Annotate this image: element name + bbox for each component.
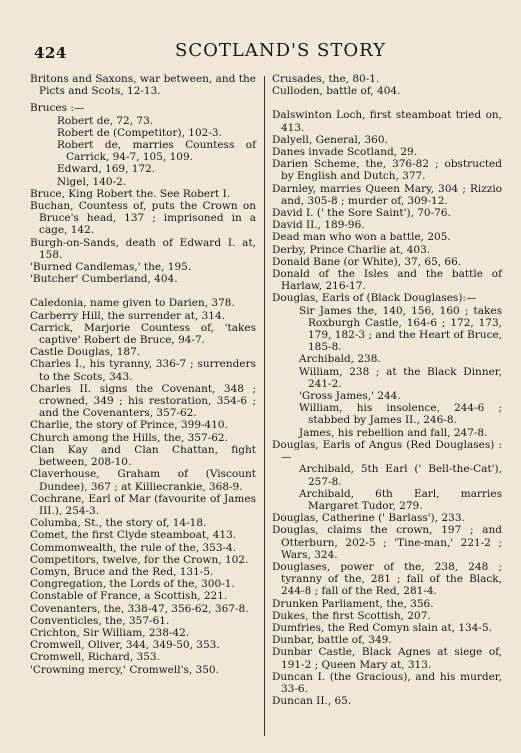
column-divider	[264, 76, 265, 736]
index-subentry: Robert de, 72, 73.	[57, 114, 154, 127]
index-entry: Dead man who won a battle, 205.	[272, 231, 451, 244]
index-entry: Church among the Hills, the, 357-62.	[30, 431, 228, 444]
index-entry: Commonwealth, the rule of the, 353-4.	[30, 541, 237, 554]
index-subentry: 'Gross James,' 244.	[299, 390, 401, 403]
page-number: 424	[34, 44, 67, 62]
index-entry: Constable of France, a Scottish, 221.	[30, 590, 228, 603]
index-entry: Carrick, Marjorie Countess of, 'takes captive' Robert de Bruce, 94-7.	[30, 321, 256, 347]
index-entry: Comet, the first Clyde steamboat, 413.	[30, 529, 237, 542]
index-entry: Buchan, Countess of, puts the Crown on Bruce's head, 137 ; imprisoned in a cage, 142.	[30, 200, 256, 237]
index-subentry: Robert de, marries Countess of Carrick, 94-7, 105, 109.	[57, 139, 256, 164]
index-entry: Cromwell, Oliver, 344, 349-50, 353.	[30, 639, 220, 652]
running-title: SCOTLAND'S STORY	[175, 40, 386, 61]
index-subentry: Robert de (Competitor), 102-3.	[57, 126, 222, 139]
index-entry: Conventicles, the, 357-61.	[30, 614, 170, 627]
index-subentry: Edward, 169, 172.	[57, 163, 156, 176]
index-entry: Charlie, the story of Prince, 399-410.	[30, 419, 228, 432]
index-entry: Bruce, King Robert the. See Robert I.	[30, 187, 231, 200]
index-column-left	[30, 73, 256, 676]
index-entry: Congregation, the Lords of the, 300-1.	[30, 578, 235, 591]
index-entry: Darnley, marries Queen Mary, 304 ; Rizzio and, 305-8 ; murder of, 309-12.	[272, 182, 502, 207]
index-entry: Castle Douglas, 187.	[30, 346, 141, 359]
index-entry: Caledonia, name given to Darien, 378.	[30, 297, 235, 310]
index-entry: Donald Bane (or White), 37, 65, 66.	[272, 255, 462, 268]
index-entry: Columba, St., the story of, 14-18.	[30, 517, 207, 530]
index-entry: Dunbar Castle, Black Agnes at siege of, 191-2 ; Queen Mary at, 313.	[272, 646, 502, 671]
index-entry: Carberry Hill, the surrender at, 314.	[30, 309, 225, 322]
index-subentry: William, 238 ; at the Black Dinner, 241-2.	[299, 365, 502, 390]
index-entry: Douglas, Earls of Angus (Red Douglases) :—	[272, 438, 502, 464]
index-entry: Burgh-on-Sands, death of Edward I. at, 158.	[30, 236, 256, 261]
index-entry: Douglas, Catherine (' Barlass'), 233.	[272, 512, 465, 525]
index-entry: 'Burned Candlemas,' the, 195.	[30, 261, 192, 274]
index-entry: Comyn, Bruce and the Red, 131-5.	[30, 565, 214, 578]
index-entry: Donald of the Isles and the battle of Harlaw, 216-17.	[272, 268, 502, 293]
index-entry: Dumfries, the Red Comyn slain at, 134-5.	[272, 621, 492, 634]
index-entry: Culloden, battle of, 404.	[272, 85, 401, 98]
index-entry: Crusades, the, 80-1.	[272, 73, 380, 85]
index-entry: Britons and Saxons, war between, and the Picts and Scots, 12-13.	[30, 73, 256, 98]
index-entry: Clan Kay and Clan Chattan, fight between, 208-10.	[30, 443, 256, 469]
index-entry: Competitors, twelve, for the Crown, 102.	[30, 553, 249, 566]
index-entry: Cromwell, Richard, 353.	[30, 651, 160, 664]
index-entry: Charles I., his tyranny, 336-7 ; surrenders to the Scots, 343.	[30, 358, 256, 383]
index-entry: Drunken Parliament, the, 356.	[272, 597, 434, 610]
index-entry: Dalswinton Loch, first steamboat tried on, 413.	[272, 109, 502, 134]
index-entry: Crichton, Sir William, 238-42.	[30, 626, 190, 639]
index-subentry: Archibald, 6th Earl, marries Margaret Tudor, 279.	[299, 487, 502, 512]
index-column-right	[272, 73, 502, 707]
index-entry: Bruces :—	[30, 102, 85, 115]
index-entry: Duncan I. (the Gracious), and his murder, 33-6.	[272, 670, 502, 695]
index-entry: Covenanters, the, 338-47, 356-62, 367-8.	[30, 602, 249, 615]
index-entry: Dalyell, General, 360.	[272, 133, 388, 146]
index-entry: Danes invade Scotland, 29.	[272, 146, 418, 159]
index-entry: Douglas, claims the crown, 197 ; and Otterburn, 202-5 ; 'Tine-man,' 221-2 ; Wars, 324.	[272, 524, 502, 561]
index-subentry: Sir James the, 140, 156, 160 ; takes Roxburgh Castle, 164-6 ; 172, 173, 179, 182-3 ; and the Heart of Bruce, 185-8.	[299, 304, 502, 354]
index-entry: Dunbar, battle of, 349.	[272, 634, 392, 647]
index-entry: Dukes, the first Scottish, 207.	[272, 609, 431, 622]
index-entry: 'Crowning mercy,' Cromwell's, 350.	[30, 663, 219, 676]
index-entry: David II., 189-96.	[272, 219, 365, 232]
index-subentry: Archibald, 5th Earl (' Bell-the-Cat'), 257-8.	[299, 463, 502, 488]
index-entry: Derby, Prince Charlie at, 403.	[272, 243, 431, 256]
index-entry: David I. (' the Sore Saint'), 70-76.	[272, 207, 451, 220]
index-subentry: Archibald, 238.	[299, 353, 381, 366]
index-subentry: William, his insolence, 244-6 ; stabbed by James II., 246-8.	[299, 402, 502, 427]
index-entry: Douglas, Earls of (Black Douglases):—	[272, 292, 477, 305]
index-subentry: Nigel, 140-2.	[57, 175, 127, 188]
index-entry: Douglases, power of the, 238, 248 ; tyranny of the, 281 ; fall of the Black, 244-8 ; fall of the Red, 281-4.	[272, 560, 502, 598]
index-subentry: James, his rebellion and fall, 247-8.	[299, 426, 488, 439]
index-entry: Claverhouse, Graham of (Viscount Dundee), 367 ; at Killiecrankie, 368-9.	[30, 468, 256, 493]
index-entry: 'Butcher' Cumberland, 404.	[30, 273, 178, 286]
index-entry: Cochrane, Earl of Mar (favourite of James III.), 254-3.	[30, 492, 256, 517]
index-entry: Darien Scheme, the, 376-82 ; obstructed by English and Dutch, 377.	[272, 158, 502, 183]
index-entry: Duncan II., 65.	[272, 695, 352, 708]
index-entry: Charles II. signs the Covenant, 348 ; crowned, 349 ; his restoration, 354-6 ; and the Covenanters, 357-62.	[30, 382, 256, 420]
